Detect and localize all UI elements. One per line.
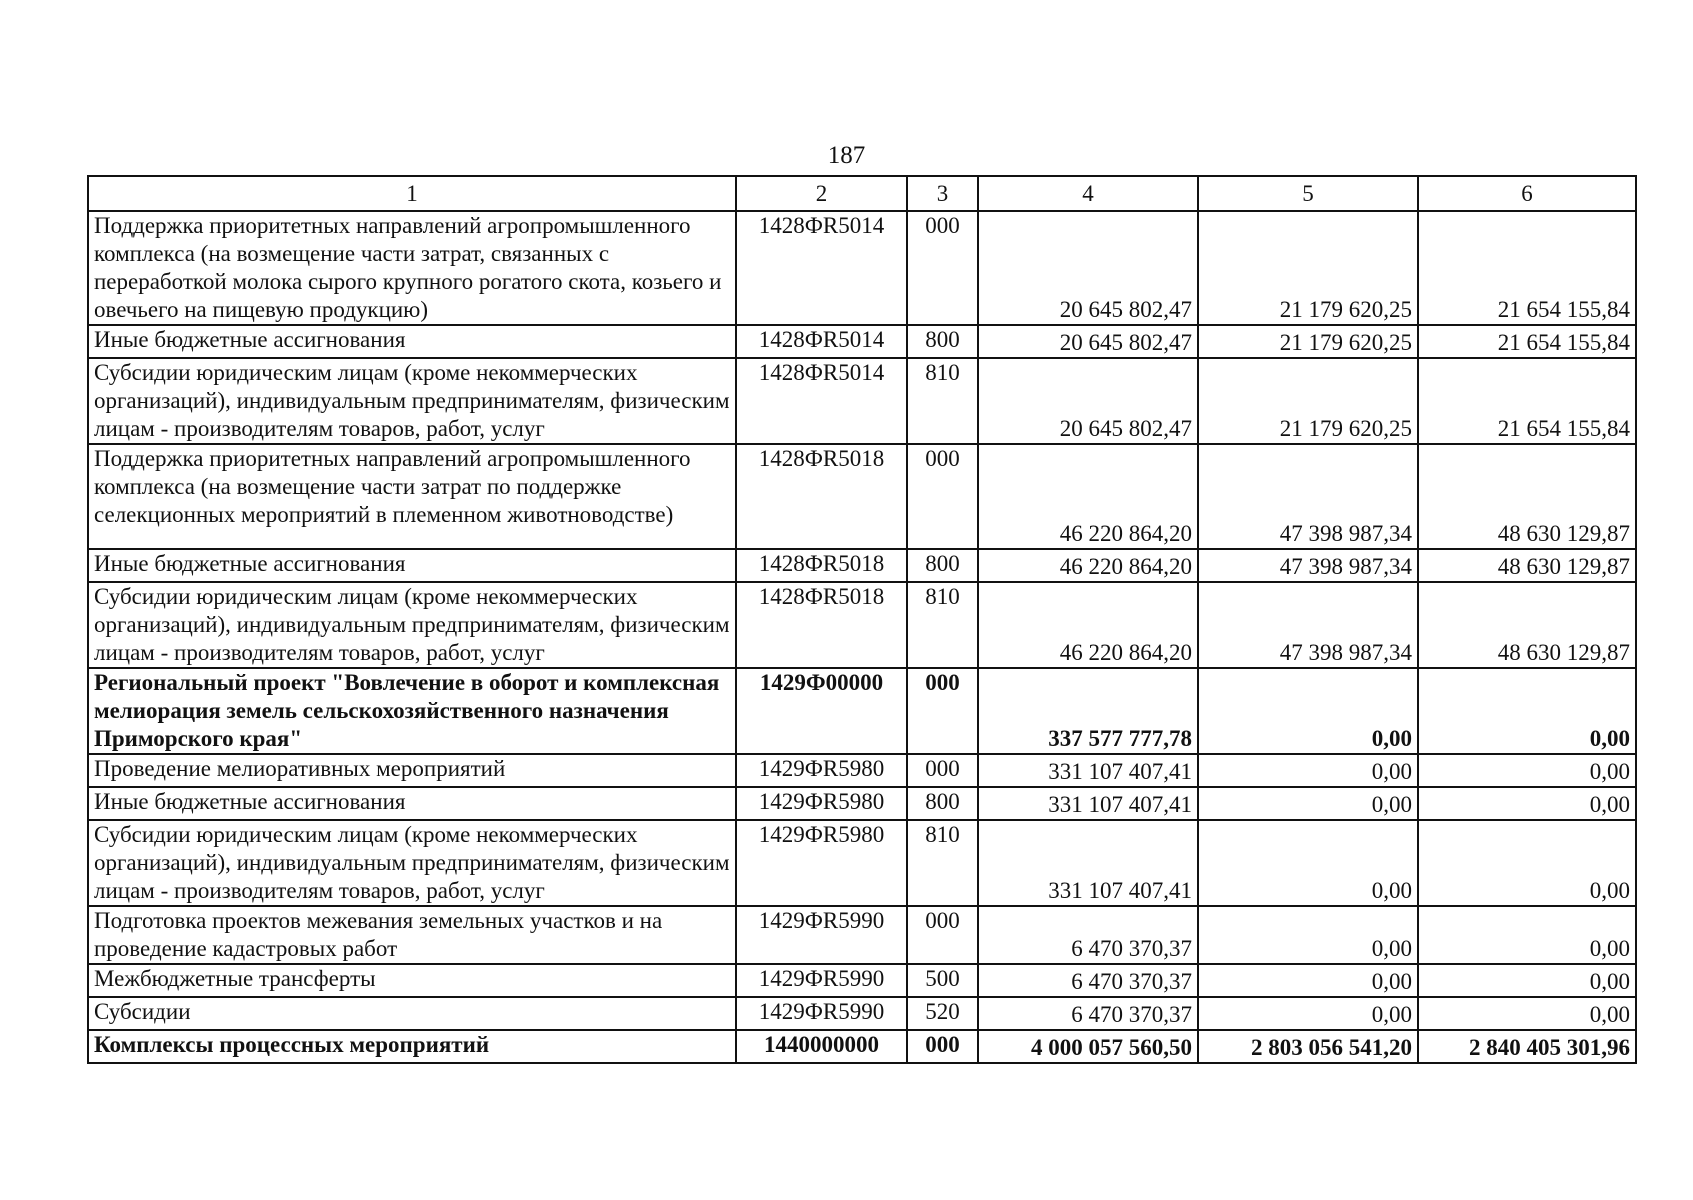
row-code-cell: 1429ФR5990 <box>736 997 907 1030</box>
row-value-4-cell: 6 470 370,37 <box>978 906 1198 964</box>
header-cell: 1 <box>88 176 736 211</box>
row-name-cell: Субсидии <box>88 997 736 1030</box>
row-value-6-cell: 21 654 155,84 <box>1418 358 1636 444</box>
table-row <box>88 906 1636 964</box>
row-value-4-cell: 4 000 057 560,50 <box>978 1030 1198 1063</box>
row-name-cell: Проведение мелиоративных мероприятий <box>88 754 736 787</box>
table-row <box>88 1030 1636 1063</box>
row-kind-cell: 500 <box>907 964 978 997</box>
budget-table <box>87 175 1637 1064</box>
table-row <box>88 211 1636 325</box>
row-kind-cell: 000 <box>907 444 978 549</box>
row-value-4-cell: 20 645 802,47 <box>978 211 1198 325</box>
row-value-5-cell: 0,00 <box>1198 754 1418 787</box>
row-value-6-cell: 0,00 <box>1418 787 1636 820</box>
header-cell: 5 <box>1198 176 1418 211</box>
row-name-cell: Иные бюджетные ассигнования <box>88 325 736 358</box>
row-value-4-cell: 6 470 370,37 <box>978 964 1198 997</box>
table-row <box>88 754 1636 787</box>
row-value-6-cell: 0,00 <box>1418 754 1636 787</box>
table-row <box>88 549 1636 582</box>
row-name-cell: Поддержка приоритетных направлений агропромышленного комплекса (на возмещение части затрат по поддержке селекционных мероприятий в племенном животноводстве) <box>88 444 736 549</box>
row-code-cell: 1429ФR5990 <box>736 964 907 997</box>
row-name-cell: Иные бюджетные ассигнования <box>88 787 736 820</box>
header-cell: 3 <box>907 176 978 211</box>
row-value-6-cell: 0,00 <box>1418 997 1636 1030</box>
row-kind-cell: 810 <box>907 582 978 668</box>
row-kind-cell: 810 <box>907 358 978 444</box>
row-value-5-cell: 47 398 987,34 <box>1198 549 1418 582</box>
table-row <box>88 582 1636 668</box>
row-value-6-cell: 21 654 155,84 <box>1418 325 1636 358</box>
row-value-4-cell: 46 220 864,20 <box>978 582 1198 668</box>
row-value-5-cell: 0,00 <box>1198 906 1418 964</box>
row-name-cell: Подготовка проектов межевания земельных участков и на проведение кадастровых работ <box>88 906 736 964</box>
header-row <box>88 176 1636 211</box>
row-kind-cell: 000 <box>907 668 978 754</box>
row-code-cell: 1429ФR5980 <box>736 820 907 906</box>
row-value-6-cell: 0,00 <box>1418 964 1636 997</box>
row-value-5-cell: 21 179 620,25 <box>1198 211 1418 325</box>
row-value-4-cell: 337 577 777,78 <box>978 668 1198 754</box>
row-name-cell: Субсидии юридическим лицам (кроме некоммерческих организаций), индивидуальным предпринимателям, физическим лицам - производителям товаров, работ, услуг <box>88 582 736 668</box>
row-value-4-cell: 331 107 407,41 <box>978 787 1198 820</box>
table-row <box>88 325 1636 358</box>
row-value-6-cell: 0,00 <box>1418 668 1636 754</box>
table-row <box>88 668 1636 754</box>
row-value-4-cell: 331 107 407,41 <box>978 754 1198 787</box>
row-value-6-cell: 0,00 <box>1418 906 1636 964</box>
row-kind-cell: 000 <box>907 1030 978 1063</box>
header-cell: 2 <box>736 176 907 211</box>
row-value-4-cell: 46 220 864,20 <box>978 444 1198 549</box>
row-name-cell: Иные бюджетные ассигнования <box>88 549 736 582</box>
row-kind-cell: 800 <box>907 325 978 358</box>
row-kind-cell: 000 <box>907 754 978 787</box>
row-kind-cell: 000 <box>907 906 978 964</box>
row-value-5-cell: 0,00 <box>1198 820 1418 906</box>
row-value-5-cell: 0,00 <box>1198 964 1418 997</box>
row-value-6-cell: 0,00 <box>1418 820 1636 906</box>
row-kind-cell: 000 <box>907 211 978 325</box>
row-value-5-cell: 47 398 987,34 <box>1198 582 1418 668</box>
header-cell: 6 <box>1418 176 1636 211</box>
row-code-cell: 1428ФR5018 <box>736 549 907 582</box>
row-value-6-cell: 2 840 405 301,96 <box>1418 1030 1636 1063</box>
row-code-cell: 1429ФR5990 <box>736 906 907 964</box>
row-code-cell: 1428ФR5018 <box>736 444 907 549</box>
header-cell: 4 <box>978 176 1198 211</box>
row-name-cell: Региональный проект "Вовлечение в оборот и комплексная мелиорация земель сельскохозяйственного назначения Приморского края" <box>88 668 736 754</box>
row-code-cell: 1429ФR5980 <box>736 787 907 820</box>
row-value-5-cell: 21 179 620,25 <box>1198 325 1418 358</box>
page-number: 187 <box>827 142 866 169</box>
row-name-cell: Межбюджетные трансферты <box>88 964 736 997</box>
row-code-cell: 1428ФR5014 <box>736 358 907 444</box>
row-name-cell: Поддержка приоритетных направлений агропромышленного комплекса (на возмещение части затрат, связанных с переработкой молока сырого крупного рогатого скота, козьего и овечьего на пищевую продукцию) <box>88 211 736 325</box>
row-value-6-cell: 48 630 129,87 <box>1418 582 1636 668</box>
table-row <box>88 787 1636 820</box>
row-value-6-cell: 48 630 129,87 <box>1418 444 1636 549</box>
row-value-5-cell: 0,00 <box>1198 787 1418 820</box>
row-name-cell: Субсидии юридическим лицам (кроме некоммерческих организаций), индивидуальным предпринимателям, физическим лицам - производителям товаров, работ, услуг <box>88 820 736 906</box>
table-row <box>88 997 1636 1030</box>
row-value-5-cell: 0,00 <box>1198 668 1418 754</box>
row-value-4-cell: 6 470 370,37 <box>978 997 1198 1030</box>
row-code-cell: 1429ФR5980 <box>736 754 907 787</box>
row-value-4-cell: 20 645 802,47 <box>978 325 1198 358</box>
row-value-4-cell: 20 645 802,47 <box>978 358 1198 444</box>
table-row <box>88 964 1636 997</box>
row-value-5-cell: 0,00 <box>1198 997 1418 1030</box>
row-kind-cell: 520 <box>907 997 978 1030</box>
row-code-cell: 1428ФR5018 <box>736 582 907 668</box>
row-value-5-cell: 47 398 987,34 <box>1198 444 1418 549</box>
row-kind-cell: 800 <box>907 787 978 820</box>
row-code-cell: 1440000000 <box>736 1030 907 1063</box>
row-value-6-cell: 48 630 129,87 <box>1418 549 1636 582</box>
row-kind-cell: 800 <box>907 549 978 582</box>
row-code-cell: 1428ФR5014 <box>736 211 907 325</box>
row-name-cell: Субсидии юридическим лицам (кроме некоммерческих организаций), индивидуальным предпринимателям, физическим лицам - производителям товаров, работ, услуг <box>88 358 736 444</box>
row-kind-cell: 810 <box>907 820 978 906</box>
row-name-cell: Комплексы процессных мероприятий <box>88 1030 736 1063</box>
row-value-4-cell: 331 107 407,41 <box>978 820 1198 906</box>
row-code-cell: 1428ФR5014 <box>736 325 907 358</box>
row-value-5-cell: 21 179 620,25 <box>1198 358 1418 444</box>
row-code-cell: 1429Ф00000 <box>736 668 907 754</box>
row-value-4-cell: 46 220 864,20 <box>978 549 1198 582</box>
table-row <box>88 820 1636 906</box>
table-row <box>88 358 1636 444</box>
row-value-6-cell: 21 654 155,84 <box>1418 211 1636 325</box>
row-value-5-cell: 2 803 056 541,20 <box>1198 1030 1418 1063</box>
table-row <box>88 444 1636 549</box>
